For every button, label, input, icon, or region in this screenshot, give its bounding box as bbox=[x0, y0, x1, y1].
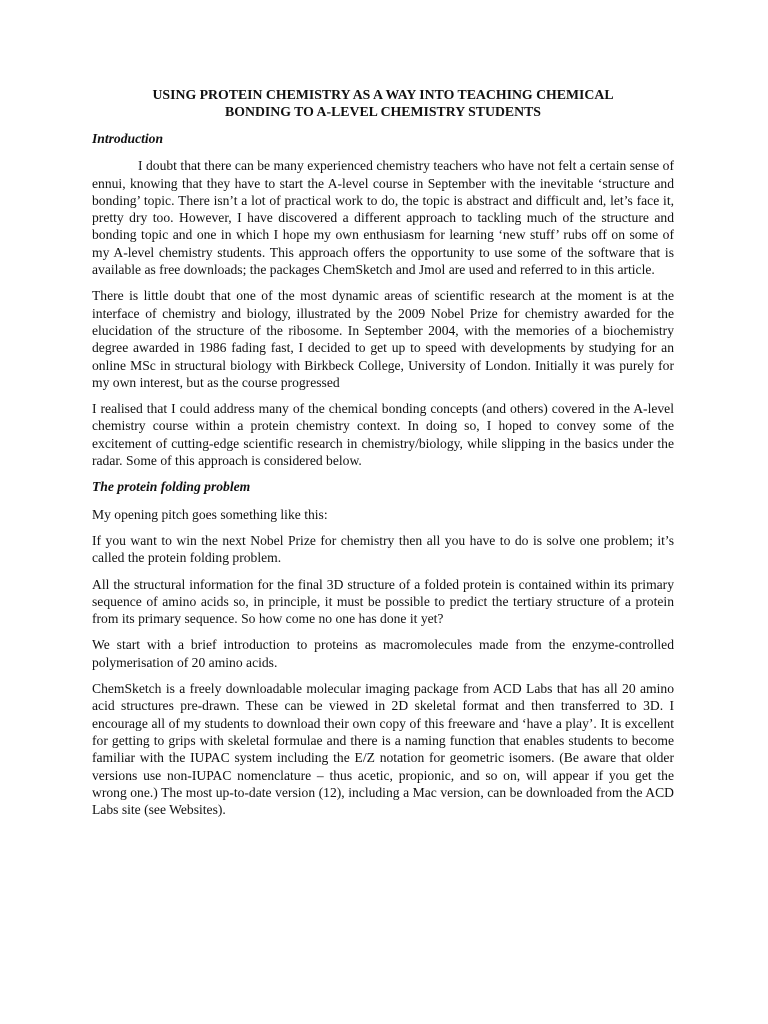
paragraph-folding-4: We start with a brief introduction to proteins as macromolecules made from the enzyme-controlled polymerisation of 20 amino acids. bbox=[92, 637, 674, 670]
paragraph-intro-2: There is little doubt that one of the most dynamic areas of scientific research at the moment is at the interface of chemistry and biology, illustrated by the 2009 Nobel Prize for chemistry awarded for the elucidation of the structure of the ribosome. In September 2004, with the memories of a biochemistry degree awarded in 1986 fading fast, I decided to get up to speed with developments by studying for an online MSc in structural biology with Birkbeck College, University of London. Initially it was purely for my own interest, but as the course progressed bbox=[92, 288, 674, 390]
title-line-2: BONDING TO A-LEVEL CHEMISTRY STUDENTS bbox=[225, 104, 541, 119]
paragraph-folding-5: ChemSketch is a freely downloadable molecular imaging package from ACD Labs that has all 20 amino acid structures pre-drawn. These can be viewed in 2D skeletal format and then transferred to 3D. I encourage all of my students to download their own copy of this freeware and ‘have a play’. It is excellent for getting to grips with skeletal formulae and there is a naming function that enables students to become familiar with the IUPAC system including the E/Z notation for geometric isomers. (Be aware that older versions use non-IUPAC nomenclature – thus acetic, propionic, and so on, will appear if you get the wrong one.) The most up-to-date version (12), including a Mac version, can be downloaded from the ACD Labs site (see Websites). bbox=[92, 681, 674, 818]
document-page bbox=[92, 86, 674, 827]
paragraph-folding-3: All the structural information for the final 3D structure of a folded protein is contained within its primary sequence of amino acids so, in principle, it must be possible to predict the tertiary structure of a protein from its primary sequence. So how come no one has done it yet? bbox=[92, 576, 674, 627]
paragraph-intro-1: I doubt that there can be many experienced chemistry teachers who have not felt a certain sense of ennui, knowing that they have to start the A-level course in September with the inevitable ‘structure and bonding’ topic. There isn’t a lot of practical work to do, the topic is abstract and difficult and, let’s face it, pretty dry too. However, I have discovered a different approach to tackling much of the structure and bonding topic and one in which I hope my own enthusiasm for learning ‘new stuff’ rubs off on some of my A-level chemistry students. This approach offers the opportunity to use some of the software that is available as free downloads; the packages ChemSketch and Jmol are used and referred to in this article. bbox=[92, 158, 674, 278]
paragraph-intro-3: I realised that I could address many of the chemical bonding concepts (and others) covered in the A-level chemistry course within a protein chemistry context. In doing so, I hoped to convey some of the excitement of cutting-edge scientific research in chemistry/biology, while slipping in the basics under the radar. Some of this approach is considered below. bbox=[92, 401, 674, 469]
section-heading-introduction: Introduction bbox=[92, 131, 164, 146]
title-line-1: USING PROTEIN CHEMISTRY AS A WAY INTO TEACHING CHEMICAL bbox=[152, 87, 614, 102]
paragraph-folding-2: If you want to win the next Nobel Prize for chemistry then all you have to do is solve one problem; it’s called the protein folding problem. bbox=[92, 532, 674, 566]
section-heading-protein-folding: The protein folding problem bbox=[92, 479, 251, 495]
document-title bbox=[92, 86, 674, 120]
paragraph-folding-1: My opening pitch goes something like this: bbox=[92, 506, 328, 522]
